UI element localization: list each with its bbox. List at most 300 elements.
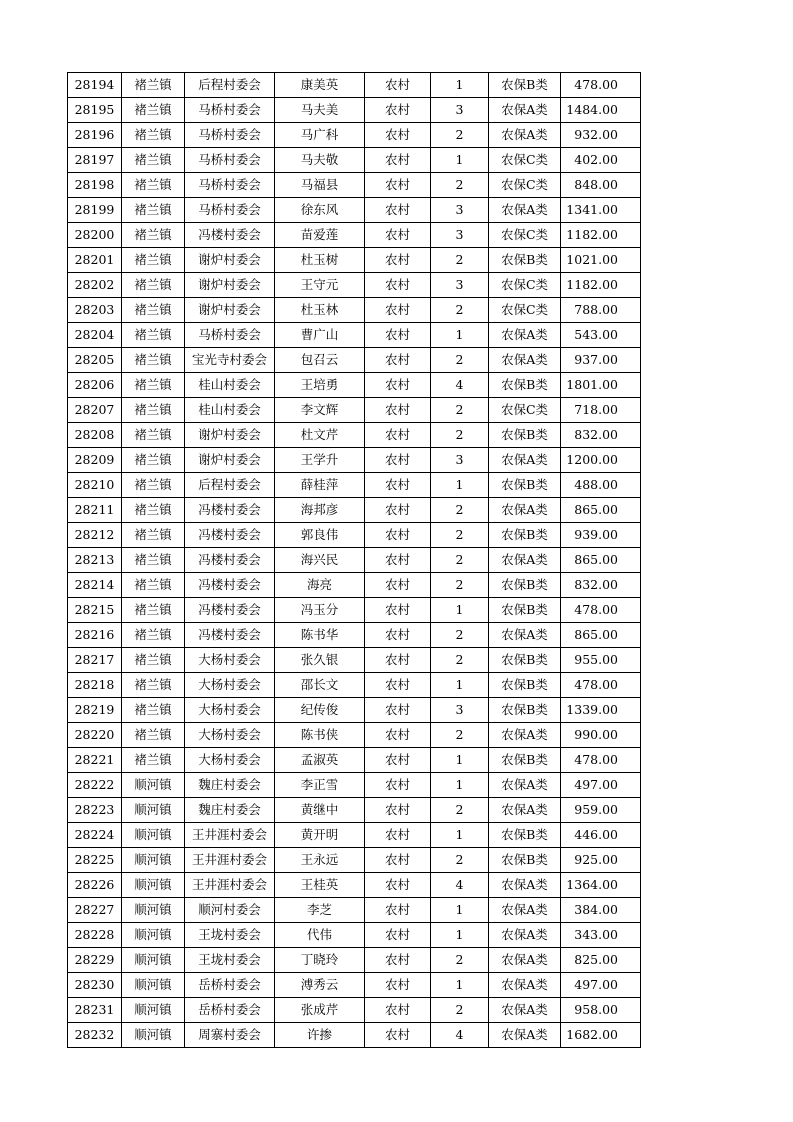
record-id-cell: 28230 — [68, 973, 122, 998]
record-id-cell: 28210 — [68, 473, 122, 498]
household-type-cell: 农村 — [365, 623, 431, 648]
record-id-cell: 28197 — [68, 148, 122, 173]
person-name-cell: 代伟 — [275, 923, 365, 948]
insurance-category-cell: 农保A类 — [489, 798, 561, 823]
member-count-cell: 1 — [431, 73, 489, 98]
record-id-cell: 28198 — [68, 173, 122, 198]
insurance-category-cell: 农保C类 — [489, 223, 561, 248]
amount-cell: 478.00 — [561, 598, 641, 623]
insurance-category-cell: 农保A类 — [489, 1023, 561, 1048]
person-name-cell: 王永远 — [275, 848, 365, 873]
person-name-cell: 王守元 — [275, 273, 365, 298]
town-cell: 褚兰镇 — [122, 373, 185, 398]
amount-cell: 848.00 — [561, 173, 641, 198]
village-committee-cell: 马桥村委会 — [185, 123, 275, 148]
town-cell: 褚兰镇 — [122, 198, 185, 223]
amount-cell: 865.00 — [561, 498, 641, 523]
village-committee-cell: 冯楼村委会 — [185, 223, 275, 248]
town-cell: 褚兰镇 — [122, 698, 185, 723]
amount-cell: 865.00 — [561, 548, 641, 573]
town-cell: 顺河镇 — [122, 848, 185, 873]
record-id-cell: 28206 — [68, 373, 122, 398]
member-count-cell: 2 — [431, 123, 489, 148]
record-id-cell: 28232 — [68, 1023, 122, 1048]
member-count-cell: 2 — [431, 173, 489, 198]
table-row — [68, 823, 641, 848]
record-id-cell: 28225 — [68, 848, 122, 873]
record-id-cell: 28220 — [68, 723, 122, 748]
member-count-cell: 2 — [431, 298, 489, 323]
town-cell: 褚兰镇 — [122, 423, 185, 448]
record-id-cell: 28195 — [68, 98, 122, 123]
record-id-cell: 28215 — [68, 598, 122, 623]
person-name-cell: 李芝 — [275, 898, 365, 923]
village-committee-cell: 谢炉村委会 — [185, 298, 275, 323]
amount-cell: 932.00 — [561, 123, 641, 148]
household-type-cell: 农村 — [365, 473, 431, 498]
insurance-category-cell: 农保A类 — [489, 123, 561, 148]
insurance-category-cell: 农保A类 — [489, 498, 561, 523]
amount-cell: 955.00 — [561, 648, 641, 673]
insurance-category-cell: 农保B类 — [489, 598, 561, 623]
table-row — [68, 998, 641, 1023]
table-row — [68, 698, 641, 723]
person-name-cell: 苗爱莲 — [275, 223, 365, 248]
person-name-cell: 张久银 — [275, 648, 365, 673]
record-id-cell: 28212 — [68, 523, 122, 548]
person-name-cell: 邵长文 — [275, 673, 365, 698]
person-name-cell: 李正雪 — [275, 773, 365, 798]
record-id-cell: 28194 — [68, 73, 122, 98]
member-count-cell: 2 — [431, 548, 489, 573]
table-row — [68, 173, 641, 198]
member-count-cell: 1 — [431, 323, 489, 348]
village-committee-cell: 马桥村委会 — [185, 323, 275, 348]
member-count-cell: 1 — [431, 773, 489, 798]
household-type-cell: 农村 — [365, 1023, 431, 1048]
amount-cell: 959.00 — [561, 798, 641, 823]
person-name-cell: 海邦彦 — [275, 498, 365, 523]
table-row — [68, 448, 641, 473]
table-row — [68, 73, 641, 98]
insurance-category-cell: 农保C类 — [489, 398, 561, 423]
person-name-cell: 马广科 — [275, 123, 365, 148]
household-type-cell: 农村 — [365, 798, 431, 823]
person-name-cell: 陈书华 — [275, 623, 365, 648]
table-row — [68, 898, 641, 923]
town-cell: 褚兰镇 — [122, 723, 185, 748]
village-committee-cell: 马桥村委会 — [185, 98, 275, 123]
insurance-category-cell: 农保A类 — [489, 873, 561, 898]
member-count-cell: 1 — [431, 898, 489, 923]
record-id-cell: 28200 — [68, 223, 122, 248]
member-count-cell: 2 — [431, 348, 489, 373]
household-type-cell: 农村 — [365, 748, 431, 773]
person-name-cell: 孟淑英 — [275, 748, 365, 773]
table-row — [68, 223, 641, 248]
person-name-cell: 黄开明 — [275, 823, 365, 848]
village-committee-cell: 王井涯村委会 — [185, 848, 275, 873]
insurance-category-cell: 农保B类 — [489, 523, 561, 548]
household-type-cell: 农村 — [365, 173, 431, 198]
insurance-category-cell: 农保B类 — [489, 373, 561, 398]
table-row — [68, 373, 641, 398]
household-type-cell: 农村 — [365, 348, 431, 373]
amount-cell: 832.00 — [561, 573, 641, 598]
table-row — [68, 323, 641, 348]
person-name-cell: 王培勇 — [275, 373, 365, 398]
record-id-cell: 28204 — [68, 323, 122, 348]
member-count-cell: 4 — [431, 1023, 489, 1048]
town-cell: 褚兰镇 — [122, 598, 185, 623]
record-id-cell: 28229 — [68, 948, 122, 973]
household-type-cell: 农村 — [365, 223, 431, 248]
table-row — [68, 573, 641, 598]
village-committee-cell: 大杨村委会 — [185, 648, 275, 673]
table-row — [68, 623, 641, 648]
amount-cell: 832.00 — [561, 423, 641, 448]
town-cell: 褚兰镇 — [122, 398, 185, 423]
record-id-cell: 28216 — [68, 623, 122, 648]
table-row — [68, 748, 641, 773]
village-committee-cell: 大杨村委会 — [185, 673, 275, 698]
person-name-cell: 陈书侠 — [275, 723, 365, 748]
record-id-cell: 28227 — [68, 898, 122, 923]
household-type-cell: 农村 — [365, 648, 431, 673]
town-cell: 褚兰镇 — [122, 98, 185, 123]
record-id-cell: 28208 — [68, 423, 122, 448]
amount-cell: 343.00 — [561, 923, 641, 948]
household-type-cell: 农村 — [365, 548, 431, 573]
person-name-cell: 杜玉树 — [275, 248, 365, 273]
household-type-cell: 农村 — [365, 973, 431, 998]
member-count-cell: 2 — [431, 648, 489, 673]
person-name-cell: 冯玉分 — [275, 598, 365, 623]
person-name-cell: 溥秀云 — [275, 973, 365, 998]
insurance-category-cell: 农保A类 — [489, 623, 561, 648]
person-name-cell: 张成芹 — [275, 998, 365, 1023]
town-cell: 顺河镇 — [122, 948, 185, 973]
person-name-cell: 徐东风 — [275, 198, 365, 223]
member-count-cell: 2 — [431, 798, 489, 823]
amount-cell: 446.00 — [561, 823, 641, 848]
village-committee-cell: 冯楼村委会 — [185, 598, 275, 623]
village-committee-cell: 王垅村委会 — [185, 923, 275, 948]
amount-cell: 497.00 — [561, 973, 641, 998]
household-type-cell: 农村 — [365, 948, 431, 973]
insurance-category-cell: 农保C类 — [489, 173, 561, 198]
town-cell: 褚兰镇 — [122, 148, 185, 173]
member-count-cell: 2 — [431, 498, 489, 523]
record-id-cell: 28231 — [68, 998, 122, 1023]
record-id-cell: 28218 — [68, 673, 122, 698]
village-committee-cell: 周寨村委会 — [185, 1023, 275, 1048]
amount-cell: 478.00 — [561, 673, 641, 698]
town-cell: 褚兰镇 — [122, 173, 185, 198]
table-row — [68, 298, 641, 323]
record-id-cell: 28217 — [68, 648, 122, 673]
town-cell: 褚兰镇 — [122, 298, 185, 323]
town-cell: 褚兰镇 — [122, 498, 185, 523]
town-cell: 顺河镇 — [122, 973, 185, 998]
household-type-cell: 农村 — [365, 998, 431, 1023]
amount-cell: 958.00 — [561, 998, 641, 1023]
table-row — [68, 348, 641, 373]
table-row — [68, 673, 641, 698]
insurance-category-cell: 农保B类 — [489, 848, 561, 873]
amount-cell: 478.00 — [561, 748, 641, 773]
record-id-cell: 28228 — [68, 923, 122, 948]
village-committee-cell: 桂山村委会 — [185, 398, 275, 423]
household-type-cell: 农村 — [365, 923, 431, 948]
record-id-cell: 28209 — [68, 448, 122, 473]
village-committee-cell: 冯楼村委会 — [185, 573, 275, 598]
insurance-category-cell: 农保B类 — [489, 748, 561, 773]
amount-cell: 1182.00 — [561, 223, 641, 248]
amount-cell: 402.00 — [561, 148, 641, 173]
member-count-cell: 2 — [431, 573, 489, 598]
amount-cell: 497.00 — [561, 773, 641, 798]
village-committee-cell: 谢炉村委会 — [185, 273, 275, 298]
record-id-cell: 28219 — [68, 698, 122, 723]
table-row — [68, 973, 641, 998]
insurance-category-cell: 农保A类 — [489, 973, 561, 998]
amount-cell: 1182.00 — [561, 273, 641, 298]
village-committee-cell: 冯楼村委会 — [185, 523, 275, 548]
town-cell: 褚兰镇 — [122, 673, 185, 698]
household-type-cell: 农村 — [365, 873, 431, 898]
table-row — [68, 723, 641, 748]
insurance-category-cell: 农保A类 — [489, 898, 561, 923]
village-committee-cell: 王井涯村委会 — [185, 823, 275, 848]
village-committee-cell: 冯楼村委会 — [185, 548, 275, 573]
record-id-cell: 28214 — [68, 573, 122, 598]
table-row — [68, 798, 641, 823]
table-row — [68, 123, 641, 148]
insurance-category-cell: 农保B类 — [489, 698, 561, 723]
table-row — [68, 523, 641, 548]
insurance-category-cell: 农保C类 — [489, 298, 561, 323]
village-committee-cell: 马桥村委会 — [185, 198, 275, 223]
village-committee-cell: 宝光寺村委会 — [185, 348, 275, 373]
table-row — [68, 273, 641, 298]
table-row — [68, 473, 641, 498]
member-count-cell: 1 — [431, 823, 489, 848]
household-type-cell: 农村 — [365, 248, 431, 273]
village-committee-cell: 王井涯村委会 — [185, 873, 275, 898]
record-id-cell: 28207 — [68, 398, 122, 423]
member-count-cell: 1 — [431, 673, 489, 698]
amount-cell: 925.00 — [561, 848, 641, 873]
person-name-cell: 许掺 — [275, 1023, 365, 1048]
insurance-category-cell: 农保C类 — [489, 273, 561, 298]
table-row — [68, 923, 641, 948]
household-type-cell: 农村 — [365, 848, 431, 873]
table-row — [68, 198, 641, 223]
insurance-category-cell: 农保B类 — [489, 673, 561, 698]
amount-cell: 384.00 — [561, 898, 641, 923]
record-id-cell: 28222 — [68, 773, 122, 798]
insurance-category-cell: 农保A类 — [489, 198, 561, 223]
person-name-cell: 马夫敬 — [275, 148, 365, 173]
member-count-cell: 2 — [431, 523, 489, 548]
household-type-cell: 农村 — [365, 123, 431, 148]
village-committee-cell: 冯楼村委会 — [185, 623, 275, 648]
person-name-cell: 黄继中 — [275, 798, 365, 823]
record-id-cell: 28202 — [68, 273, 122, 298]
village-committee-cell: 马桥村委会 — [185, 173, 275, 198]
member-count-cell: 1 — [431, 598, 489, 623]
insurance-category-cell: 农保A类 — [489, 348, 561, 373]
village-committee-cell: 马桥村委会 — [185, 148, 275, 173]
village-committee-cell: 大杨村委会 — [185, 698, 275, 723]
amount-cell: 543.00 — [561, 323, 641, 348]
table-row — [68, 423, 641, 448]
table-body — [68, 73, 641, 1048]
amount-cell: 825.00 — [561, 948, 641, 973]
amount-cell: 865.00 — [561, 623, 641, 648]
insurance-category-cell: 农保B类 — [489, 823, 561, 848]
record-id-cell: 28213 — [68, 548, 122, 573]
insurance-category-cell: 农保A类 — [489, 948, 561, 973]
member-count-cell: 4 — [431, 373, 489, 398]
town-cell: 褚兰镇 — [122, 623, 185, 648]
amount-cell: 1021.00 — [561, 248, 641, 273]
amount-cell: 478.00 — [561, 73, 641, 98]
amount-cell: 1341.00 — [561, 198, 641, 223]
insurance-category-cell: 农保A类 — [489, 998, 561, 1023]
table-row — [68, 248, 641, 273]
household-type-cell: 农村 — [365, 498, 431, 523]
member-count-cell: 1 — [431, 748, 489, 773]
household-type-cell: 农村 — [365, 598, 431, 623]
member-count-cell: 2 — [431, 398, 489, 423]
insurance-category-cell: 农保C类 — [489, 148, 561, 173]
village-committee-cell: 魏庄村委会 — [185, 773, 275, 798]
record-id-cell: 28203 — [68, 298, 122, 323]
member-count-cell: 1 — [431, 923, 489, 948]
town-cell: 褚兰镇 — [122, 648, 185, 673]
member-count-cell: 2 — [431, 948, 489, 973]
member-count-cell: 1 — [431, 973, 489, 998]
town-cell: 褚兰镇 — [122, 523, 185, 548]
household-type-cell: 农村 — [365, 448, 431, 473]
table-row — [68, 148, 641, 173]
benefit-table — [67, 72, 641, 1048]
insurance-category-cell: 农保B类 — [489, 573, 561, 598]
household-type-cell: 农村 — [365, 323, 431, 348]
member-count-cell: 3 — [431, 198, 489, 223]
person-name-cell: 康美英 — [275, 73, 365, 98]
member-count-cell: 2 — [431, 248, 489, 273]
town-cell: 褚兰镇 — [122, 323, 185, 348]
person-name-cell: 郭良伟 — [275, 523, 365, 548]
household-type-cell: 农村 — [365, 723, 431, 748]
village-committee-cell: 后程村委会 — [185, 473, 275, 498]
insurance-category-cell: 农保A类 — [489, 548, 561, 573]
town-cell: 褚兰镇 — [122, 748, 185, 773]
record-id-cell: 28196 — [68, 123, 122, 148]
table-row — [68, 948, 641, 973]
amount-cell: 1200.00 — [561, 448, 641, 473]
member-count-cell: 3 — [431, 273, 489, 298]
insurance-category-cell: 农保A类 — [489, 723, 561, 748]
record-id-cell: 28205 — [68, 348, 122, 373]
member-count-cell: 3 — [431, 98, 489, 123]
person-name-cell: 纪传俊 — [275, 698, 365, 723]
village-committee-cell: 岳桥村委会 — [185, 973, 275, 998]
insurance-category-cell: 农保A类 — [489, 448, 561, 473]
household-type-cell: 农村 — [365, 98, 431, 123]
member-count-cell: 3 — [431, 223, 489, 248]
insurance-category-cell: 农保B类 — [489, 473, 561, 498]
table-row — [68, 98, 641, 123]
town-cell: 褚兰镇 — [122, 73, 185, 98]
town-cell: 顺河镇 — [122, 923, 185, 948]
person-name-cell: 马夫美 — [275, 98, 365, 123]
insurance-category-cell: 农保B类 — [489, 73, 561, 98]
village-committee-cell: 冯楼村委会 — [185, 498, 275, 523]
amount-cell: 990.00 — [561, 723, 641, 748]
member-count-cell: 1 — [431, 148, 489, 173]
table-row — [68, 873, 641, 898]
household-type-cell: 农村 — [365, 673, 431, 698]
insurance-category-cell: 农保A类 — [489, 773, 561, 798]
household-type-cell: 农村 — [365, 898, 431, 923]
table-row — [68, 398, 641, 423]
person-name-cell: 包召云 — [275, 348, 365, 373]
record-id-cell: 28201 — [68, 248, 122, 273]
record-id-cell: 28224 — [68, 823, 122, 848]
household-type-cell: 农村 — [365, 298, 431, 323]
amount-cell: 718.00 — [561, 398, 641, 423]
amount-cell: 1484.00 — [561, 98, 641, 123]
member-count-cell: 3 — [431, 448, 489, 473]
household-type-cell: 农村 — [365, 148, 431, 173]
record-id-cell: 28211 — [68, 498, 122, 523]
village-committee-cell: 王垅村委会 — [185, 948, 275, 973]
table-row — [68, 1023, 641, 1048]
town-cell: 褚兰镇 — [122, 123, 185, 148]
amount-cell: 1339.00 — [561, 698, 641, 723]
table-row — [68, 548, 641, 573]
household-type-cell: 农村 — [365, 198, 431, 223]
town-cell: 褚兰镇 — [122, 248, 185, 273]
household-type-cell: 农村 — [365, 273, 431, 298]
person-name-cell: 李文辉 — [275, 398, 365, 423]
insurance-category-cell: 农保B类 — [489, 248, 561, 273]
amount-cell: 1801.00 — [561, 373, 641, 398]
town-cell: 顺河镇 — [122, 1023, 185, 1048]
person-name-cell: 丁晓玲 — [275, 948, 365, 973]
village-committee-cell: 大杨村委会 — [185, 748, 275, 773]
table-row — [68, 648, 641, 673]
household-type-cell: 农村 — [365, 823, 431, 848]
village-committee-cell: 大杨村委会 — [185, 723, 275, 748]
person-name-cell: 海亮 — [275, 573, 365, 598]
amount-cell: 488.00 — [561, 473, 641, 498]
household-type-cell: 农村 — [365, 423, 431, 448]
village-committee-cell: 谢炉村委会 — [185, 248, 275, 273]
village-committee-cell: 岳桥村委会 — [185, 998, 275, 1023]
record-id-cell: 28221 — [68, 748, 122, 773]
village-committee-cell: 顺河村委会 — [185, 898, 275, 923]
member-count-cell: 2 — [431, 623, 489, 648]
amount-cell: 1364.00 — [561, 873, 641, 898]
town-cell: 褚兰镇 — [122, 573, 185, 598]
person-name-cell: 杜玉林 — [275, 298, 365, 323]
person-name-cell: 薛桂萍 — [275, 473, 365, 498]
